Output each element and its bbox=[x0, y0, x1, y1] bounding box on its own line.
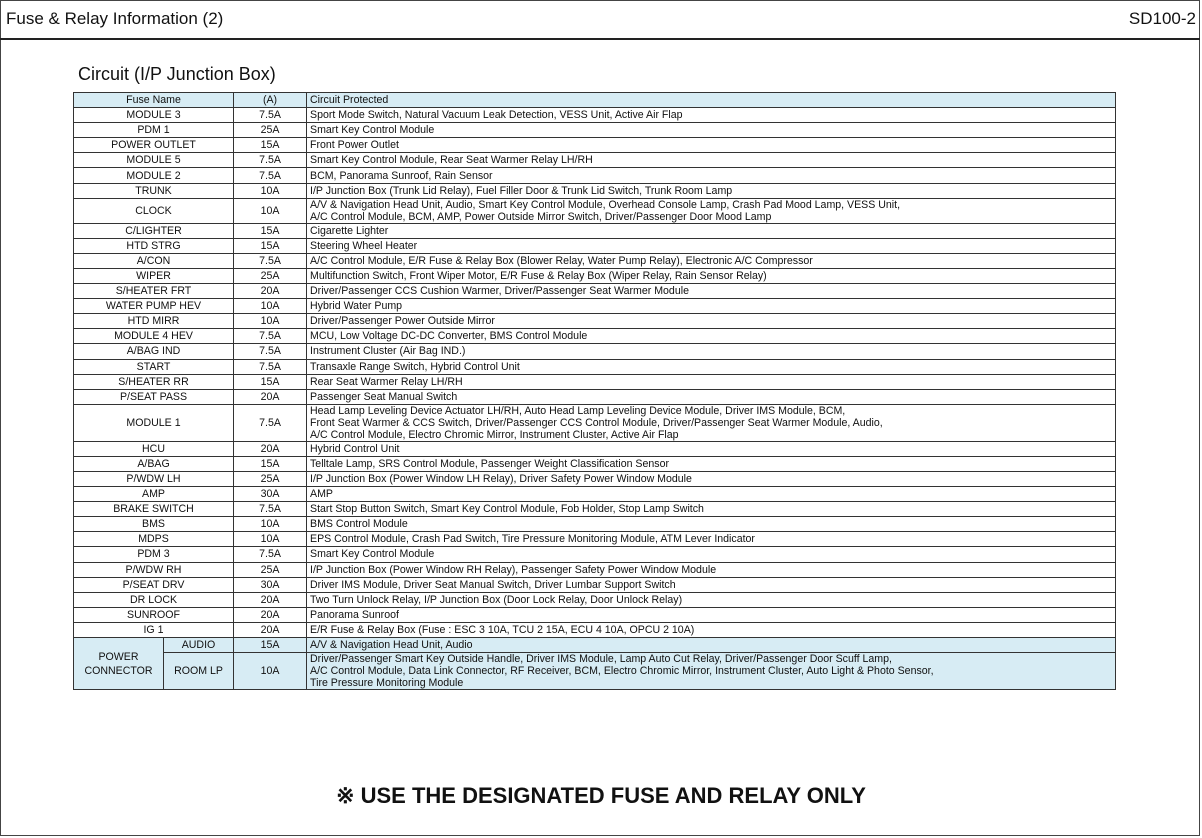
circuit-line: Rear Seat Warmer Relay LH/RH bbox=[310, 375, 463, 388]
power-connector-label: POWER CONNECTOR bbox=[84, 650, 153, 677]
circuit-line: Panorama Sunroof bbox=[310, 608, 399, 621]
fuse-name-cell: START bbox=[74, 359, 234, 374]
circuit-cell bbox=[307, 456, 1116, 471]
table-row bbox=[74, 284, 1116, 299]
circuit-line: Smart Key Control Module bbox=[310, 548, 435, 561]
circuit-line: A/V & Navigation Head Unit, Audio, Smart Key Control Module, Overhead Console Lamp, Crash Pad Mood Lamp, VESS Unit, bbox=[310, 198, 901, 211]
amperage-cell: 10A bbox=[234, 532, 307, 547]
fuse-name-cell: IG 1 bbox=[74, 622, 234, 637]
circuit-line: I/P Junction Box (Power Window RH Relay), Passenger Safety Power Window Module bbox=[310, 563, 717, 576]
fuse-name-cell: PDM 1 bbox=[74, 123, 234, 138]
circuit-line: AMP bbox=[310, 488, 333, 501]
col-header-fuse-name: Fuse Name bbox=[74, 93, 234, 108]
circuit-line: Driver/Passenger CCS Cushion Warmer, Driver/Passenger Seat Warmer Module bbox=[310, 285, 689, 298]
circuit-line: Front Power Outlet bbox=[310, 139, 399, 152]
table-row bbox=[74, 404, 1116, 441]
circuit-line: Instrument Cluster (Air Bag IND.) bbox=[310, 345, 466, 358]
amperage-cell: 30A bbox=[234, 487, 307, 502]
table-row bbox=[74, 532, 1116, 547]
circuit-line: Driver IMS Module, Driver Seat Manual Switch, Driver Lumbar Support Switch bbox=[310, 578, 676, 591]
amperage-cell: 10A bbox=[234, 653, 307, 690]
table-row bbox=[74, 329, 1116, 344]
table-row bbox=[74, 622, 1116, 637]
amperage-cell: 7.5A bbox=[234, 404, 307, 441]
circuit-cell bbox=[307, 547, 1116, 562]
circuit-cell bbox=[307, 183, 1116, 198]
circuit-cell bbox=[307, 517, 1116, 532]
circuit-line: Cigarette Lighter bbox=[310, 224, 389, 237]
table-row bbox=[74, 299, 1116, 314]
table-row bbox=[74, 441, 1116, 456]
table-header-row bbox=[74, 93, 1116, 108]
fuse-name-cell: HTD MIRR bbox=[74, 314, 234, 329]
circuit-line: Head Lamp Leveling Device Actuator LH/RH, Auto Head Lamp Leveling Device Module, Driver IMS Module, BCM, bbox=[310, 404, 846, 417]
circuit-cell bbox=[307, 314, 1116, 329]
amperage-cell: 15A bbox=[234, 138, 307, 153]
table-row bbox=[74, 198, 1116, 223]
fuse-table bbox=[73, 92, 1116, 690]
circuit-line: Hybrid Control Unit bbox=[310, 442, 400, 455]
fuse-name-cell: MODULE 3 bbox=[74, 108, 234, 123]
circuit-cell bbox=[307, 592, 1116, 607]
fuse-name-cell: P/SEAT DRV bbox=[74, 577, 234, 592]
circuit-cell bbox=[307, 562, 1116, 577]
circuit-line: Hybrid Water Pump bbox=[310, 300, 403, 313]
table-row bbox=[74, 517, 1116, 532]
circuit-line: I/P Junction Box (Trunk Lid Relay), Fuel Filler Door & Trunk Lid Switch, Trunk Room Lamp bbox=[310, 184, 733, 197]
fuse-name-cell: P/SEAT PASS bbox=[74, 389, 234, 404]
circuit-line: MCU, Low Voltage DC-DC Converter, BMS Control Module bbox=[310, 330, 588, 343]
circuit-cell bbox=[307, 153, 1116, 168]
circuit-cell bbox=[307, 502, 1116, 517]
amperage-cell: 10A bbox=[234, 517, 307, 532]
circuit-cell bbox=[307, 198, 1116, 223]
fuse-name-cell: A/BAG IND bbox=[74, 344, 234, 359]
circuit-line: BMS Control Module bbox=[310, 518, 408, 531]
circuit-line: EPS Control Module, Crash Pad Switch, Tire Pressure Monitoring Module, ATM Lever Indicator bbox=[310, 533, 755, 546]
table-row bbox=[74, 547, 1116, 562]
circuit-cell bbox=[307, 404, 1116, 441]
amperage-cell: 15A bbox=[234, 238, 307, 253]
amperage-cell: 10A bbox=[234, 198, 307, 223]
circuit-line: Smart Key Control Module, Rear Seat Warmer Relay LH/RH bbox=[310, 154, 593, 167]
circuit-line: A/C Control Module, Electro Chromic Mirror, Instrument Cluster, Active Air Flap bbox=[310, 428, 679, 441]
fuse-name-cell: WATER PUMP HEV bbox=[74, 299, 234, 314]
circuit-cell bbox=[307, 374, 1116, 389]
circuit-line: Telltale Lamp, SRS Control Module, Passenger Weight Classification Sensor bbox=[310, 457, 670, 470]
table-row bbox=[74, 153, 1116, 168]
circuit-line: Driver/Passenger Power Outside Mirror bbox=[310, 315, 495, 328]
fuse-name-cell: AMP bbox=[74, 487, 234, 502]
fuse-name-cell: AUDIO bbox=[164, 638, 234, 653]
table-row bbox=[74, 374, 1116, 389]
fuse-name-cell: A/CON bbox=[74, 253, 234, 268]
table-row bbox=[74, 456, 1116, 471]
circuit-line: Passenger Seat Manual Switch bbox=[310, 390, 458, 403]
amperage-cell: 7.5A bbox=[234, 168, 307, 183]
amperage-cell: 20A bbox=[234, 592, 307, 607]
table-body bbox=[74, 108, 1116, 690]
fuse-name-cell: P/WDW RH bbox=[74, 562, 234, 577]
circuit-cell bbox=[307, 607, 1116, 622]
fuse-name-cell: HCU bbox=[74, 441, 234, 456]
fuse-name-cell: MODULE 4 HEV bbox=[74, 329, 234, 344]
circuit-cell bbox=[307, 223, 1116, 238]
amperage-cell: 7.5A bbox=[234, 344, 307, 359]
amperage-cell: 10A bbox=[234, 299, 307, 314]
circuit-cell bbox=[307, 638, 1116, 653]
table-row bbox=[74, 268, 1116, 283]
circuit-line: BCM, Panorama Sunroof, Rain Sensor bbox=[310, 169, 493, 182]
circuit-line: Front Seat Warmer & CCS Switch, Driver/Passenger CCS Control Module, Driver/Passenger Seat Warmer Module, Audio, bbox=[310, 416, 883, 429]
amperage-cell: 30A bbox=[234, 577, 307, 592]
amperage-cell: 7.5A bbox=[234, 329, 307, 344]
circuit-cell bbox=[307, 238, 1116, 253]
circuit-line: Sport Mode Switch, Natural Vacuum Leak Detection, VESS Unit, Active Air Flap bbox=[310, 109, 683, 122]
amperage-cell: 20A bbox=[234, 622, 307, 637]
circuit-cell bbox=[307, 284, 1116, 299]
fuse-name-cell: C/LIGHTER bbox=[74, 223, 234, 238]
table-row bbox=[74, 183, 1116, 198]
table-row bbox=[74, 389, 1116, 404]
circuit-line: A/V & Navigation Head Unit, Audio bbox=[310, 639, 473, 652]
designated-fuse-note: ※ USE THE DESIGNATED FUSE AND RELAY ONLY bbox=[336, 783, 866, 808]
amperage-cell: 25A bbox=[234, 471, 307, 486]
circuit-line: Transaxle Range Switch, Hybrid Control Unit bbox=[310, 360, 520, 373]
table-row bbox=[74, 562, 1116, 577]
table-row bbox=[74, 471, 1116, 486]
circuit-cell bbox=[307, 577, 1116, 592]
fuse-name-cell: CLOCK bbox=[74, 198, 234, 223]
amperage-cell: 20A bbox=[234, 284, 307, 299]
circuit-line: A/C Control Module, E/R Fuse & Relay Box (Blower Relay, Water Pump Relay), Electronic A/C Compressor bbox=[310, 254, 813, 267]
fuse-name-cell: MODULE 5 bbox=[74, 153, 234, 168]
amperage-cell: 7.5A bbox=[234, 153, 307, 168]
fuse-name-cell: ROOM LP bbox=[164, 653, 234, 690]
table-row bbox=[74, 653, 1116, 690]
amperage-cell: 15A bbox=[234, 638, 307, 653]
circuit-cell bbox=[307, 359, 1116, 374]
fuse-name-cell: MDPS bbox=[74, 532, 234, 547]
table-row bbox=[74, 123, 1116, 138]
circuit-cell bbox=[307, 441, 1116, 456]
circuit-cell bbox=[307, 138, 1116, 153]
amperage-cell: 10A bbox=[234, 183, 307, 198]
section-title: Circuit (I/P Junction Box) bbox=[78, 64, 276, 84]
amperage-cell: 7.5A bbox=[234, 253, 307, 268]
circuit-line: A/C Control Module, BCM, AMP, Power Outside Mirror Switch, Driver/Passenger Door Mood Lamp bbox=[310, 210, 772, 223]
fuse-name-cell: PDM 3 bbox=[74, 547, 234, 562]
table-row bbox=[74, 638, 1116, 653]
circuit-cell bbox=[307, 108, 1116, 123]
table-row bbox=[74, 344, 1116, 359]
amperage-cell: 15A bbox=[234, 456, 307, 471]
fuse-name-cell: SUNROOF bbox=[74, 607, 234, 622]
circuit-cell bbox=[307, 471, 1116, 486]
header-divider bbox=[0, 38, 1200, 40]
circuit-line: Start Stop Button Switch, Smart Key Control Module, Fob Holder, Stop Lamp Switch bbox=[310, 503, 704, 516]
table-row bbox=[74, 359, 1116, 374]
table-row bbox=[74, 108, 1116, 123]
page-code: SD100-2 bbox=[1128, 9, 1196, 28]
fuse-name-cell: BRAKE SWITCH bbox=[74, 502, 234, 517]
amperage-cell: 20A bbox=[234, 389, 307, 404]
amperage-cell: 25A bbox=[234, 268, 307, 283]
circuit-line: Two Turn Unlock Relay, I/P Junction Box (Door Lock Relay, Door Unlock Relay) bbox=[310, 593, 683, 606]
circuit-cell bbox=[307, 532, 1116, 547]
circuit-cell bbox=[307, 622, 1116, 637]
fuse-name-cell: DR LOCK bbox=[74, 592, 234, 607]
table-row bbox=[74, 577, 1116, 592]
col-header-circuit: Circuit Protected bbox=[307, 93, 1116, 108]
amperage-cell: 10A bbox=[234, 314, 307, 329]
circuit-cell bbox=[307, 653, 1116, 690]
col-header-amp: (A) bbox=[234, 93, 307, 108]
circuit-line: A/C Control Module, Data Link Connector, RF Receiver, BCM, Electro Chromic Mirror, Instrument Cluster, Auto Light & Photo Sensor, bbox=[310, 665, 934, 678]
circuit-cell bbox=[307, 268, 1116, 283]
fuse-name-cell: TRUNK bbox=[74, 183, 234, 198]
circuit-cell bbox=[307, 123, 1116, 138]
fuse-name-cell: MODULE 1 bbox=[74, 404, 234, 441]
amperage-cell: 7.5A bbox=[234, 359, 307, 374]
amperage-cell: 25A bbox=[234, 562, 307, 577]
circuit-line: Driver/Passenger Smart Key Outside Handle, Driver IMS Module, Lamp Auto Cut Relay, Driver/Passenger Door Scuff Lamp, bbox=[310, 653, 892, 666]
circuit-cell bbox=[307, 299, 1116, 314]
circuit-cell bbox=[307, 344, 1116, 359]
circuit-line: Smart Key Control Module bbox=[310, 124, 435, 137]
circuit-cell bbox=[307, 389, 1116, 404]
table-row bbox=[74, 607, 1116, 622]
table-row bbox=[74, 314, 1116, 329]
amperage-cell: 15A bbox=[234, 374, 307, 389]
table-row bbox=[74, 138, 1116, 153]
page-title: Fuse & Relay Information (2) bbox=[6, 9, 224, 28]
circuit-cell bbox=[307, 168, 1116, 183]
table-row bbox=[74, 223, 1116, 238]
fuse-name-cell: S/HEATER RR bbox=[74, 374, 234, 389]
fuse-name-cell: MODULE 2 bbox=[74, 168, 234, 183]
circuit-cell bbox=[307, 329, 1116, 344]
amperage-cell: 7.5A bbox=[234, 547, 307, 562]
fuse-name-cell: S/HEATER FRT bbox=[74, 284, 234, 299]
circuit-line: Multifunction Switch, Front Wiper Motor, E/R Fuse & Relay Box (Wiper Relay, Rain Sensor Relay) bbox=[310, 269, 767, 282]
power-connector-group-cell bbox=[74, 638, 164, 690]
circuit-line: Steering Wheel Heater bbox=[310, 239, 418, 252]
table-row bbox=[74, 592, 1116, 607]
table-row bbox=[74, 253, 1116, 268]
table-row bbox=[74, 238, 1116, 253]
fuse-name-cell: WIPER bbox=[74, 268, 234, 283]
circuit-line: E/R Fuse & Relay Box (Fuse : ESC 3 10A, TCU 2 15A, ECU 4 10A, OPCU 2 10A) bbox=[310, 623, 695, 636]
fuse-name-cell: BMS bbox=[74, 517, 234, 532]
amperage-cell: 7.5A bbox=[234, 502, 307, 517]
amperage-cell: 25A bbox=[234, 123, 307, 138]
fuse-name-cell: A/BAG bbox=[74, 456, 234, 471]
table-row bbox=[74, 168, 1116, 183]
circuit-line: I/P Junction Box (Power Window LH Relay), Driver Safety Power Window Module bbox=[310, 473, 692, 486]
amperage-cell: 15A bbox=[234, 223, 307, 238]
amperage-cell: 20A bbox=[234, 607, 307, 622]
fuse-name-cell: P/WDW LH bbox=[74, 471, 234, 486]
circuit-cell bbox=[307, 253, 1116, 268]
fuse-name-cell: HTD STRG bbox=[74, 238, 234, 253]
table-row bbox=[74, 502, 1116, 517]
amperage-cell: 7.5A bbox=[234, 108, 307, 123]
circuit-cell bbox=[307, 487, 1116, 502]
amperage-cell: 20A bbox=[234, 441, 307, 456]
fuse-name-cell: POWER OUTLET bbox=[74, 138, 234, 153]
circuit-line: Tire Pressure Monitoring Module bbox=[310, 677, 464, 690]
table-row bbox=[74, 487, 1116, 502]
